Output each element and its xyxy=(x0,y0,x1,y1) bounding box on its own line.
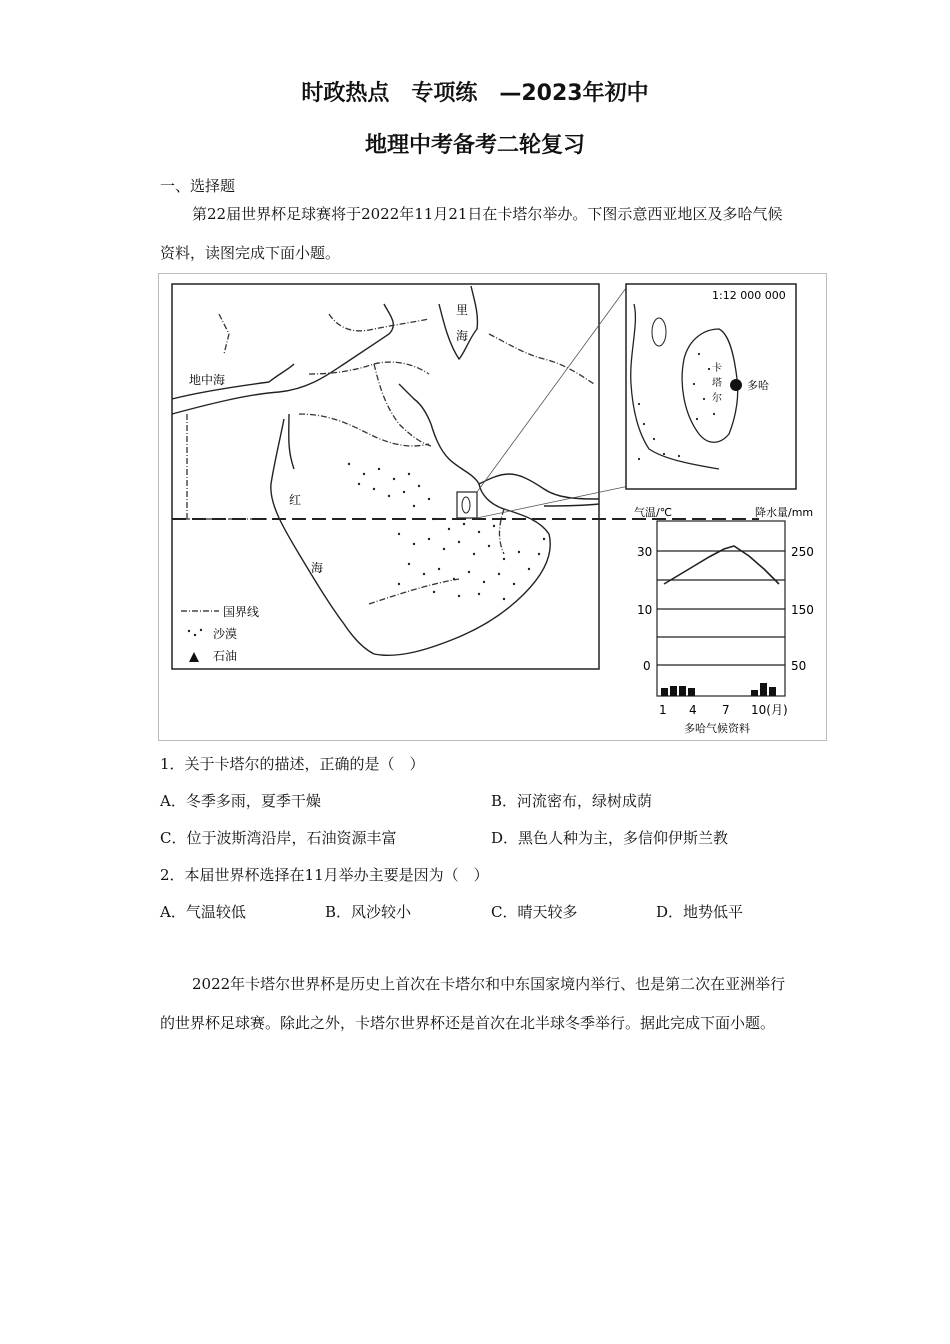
temp-tick-30: 30 xyxy=(637,545,653,559)
q1-option-c: C．位于波斯湾沿岸，石油资源丰富 xyxy=(160,829,397,847)
page-title-line1: 时政热点 专项练 —2023年初中 xyxy=(301,81,649,106)
temp-axis-label: 气温/℃ xyxy=(634,506,673,519)
month-tick-10: 10(月) xyxy=(751,703,788,717)
qatar-inset xyxy=(626,284,796,489)
climate-chart xyxy=(634,505,814,735)
legend-desert-label: 沙漠 xyxy=(213,627,238,641)
question-1-stem: 1．关于卡塔尔的描述，正确的是（ ） xyxy=(160,755,425,773)
temp-tick-0: 0 xyxy=(643,659,651,673)
q2-option-a: A．气温较低 xyxy=(160,903,246,921)
section-heading: 一、选择题 xyxy=(160,177,236,195)
precip-tick-50: 50 xyxy=(791,659,807,673)
caspian-label-2: 海 xyxy=(456,329,469,343)
temperature-curve xyxy=(664,546,779,584)
temp-tick-10: 10 xyxy=(637,603,653,617)
page-title-line2: 地理中考备考二轮复习 xyxy=(364,133,585,158)
doha-marker xyxy=(730,379,742,391)
qatar-label-2: 塔 xyxy=(712,378,722,389)
q2-option-c: C．晴天较多 xyxy=(491,903,578,921)
q1-option-b: B．河流密布，绿树成荫 xyxy=(491,792,653,810)
mediterranean-label: 地中海 xyxy=(189,373,226,387)
caspian-label-1: 里 xyxy=(456,303,469,317)
q2-option-d: D．地势低平 xyxy=(656,903,744,921)
qatar-label-1: 卡 xyxy=(712,363,722,374)
inset-scale: 1:12 000 000 xyxy=(712,289,786,302)
q2-option-b: B．风沙较小 xyxy=(325,903,412,921)
precip-tick-250: 250 xyxy=(791,545,814,559)
red-sea-label-2: 海 xyxy=(311,561,324,575)
qatar-label-3: 尔 xyxy=(712,393,722,404)
q1-option-a: A．冬季多雨，夏季干燥 xyxy=(160,792,321,810)
question-intro-2: 2022年卡塔尔世界杯是历史上首次在卡塔尔和中东国家境内举行、也是第二次在亚洲举行的世界杯足球赛。除此之外，卡塔尔世界杯还是首次在北半球冬季举行。据此完成下面小题。 xyxy=(160,975,786,1032)
q1-option-d: D．黑色人种为主，多信仰伊斯兰教 xyxy=(491,829,729,847)
month-tick-1: 1 xyxy=(659,703,667,717)
question-intro-1: 第22届世界杯足球赛将于2022年11月21日在卡塔尔举办。下图示意西亚地区及多哈气候资料，读图完成下面小题。 xyxy=(160,205,783,262)
legend-oil-label: 石油 xyxy=(213,649,238,663)
climate-caption: 多哈气候资料 xyxy=(684,722,750,735)
figure-west-asia-map xyxy=(158,273,827,741)
doha-label: 多哈 xyxy=(747,379,769,392)
legend-border-label: 国界线 xyxy=(223,605,260,619)
precip-axis-label: 降水量/mm xyxy=(755,506,814,519)
month-tick-7: 7 xyxy=(722,703,730,717)
question-2-stem: 2．本届世界杯选择在11月举办主要是因为（ ） xyxy=(160,866,489,884)
month-tick-4: 4 xyxy=(689,703,697,717)
precip-tick-150: 150 xyxy=(791,603,814,617)
red-sea-label-1: 红 xyxy=(289,493,302,507)
